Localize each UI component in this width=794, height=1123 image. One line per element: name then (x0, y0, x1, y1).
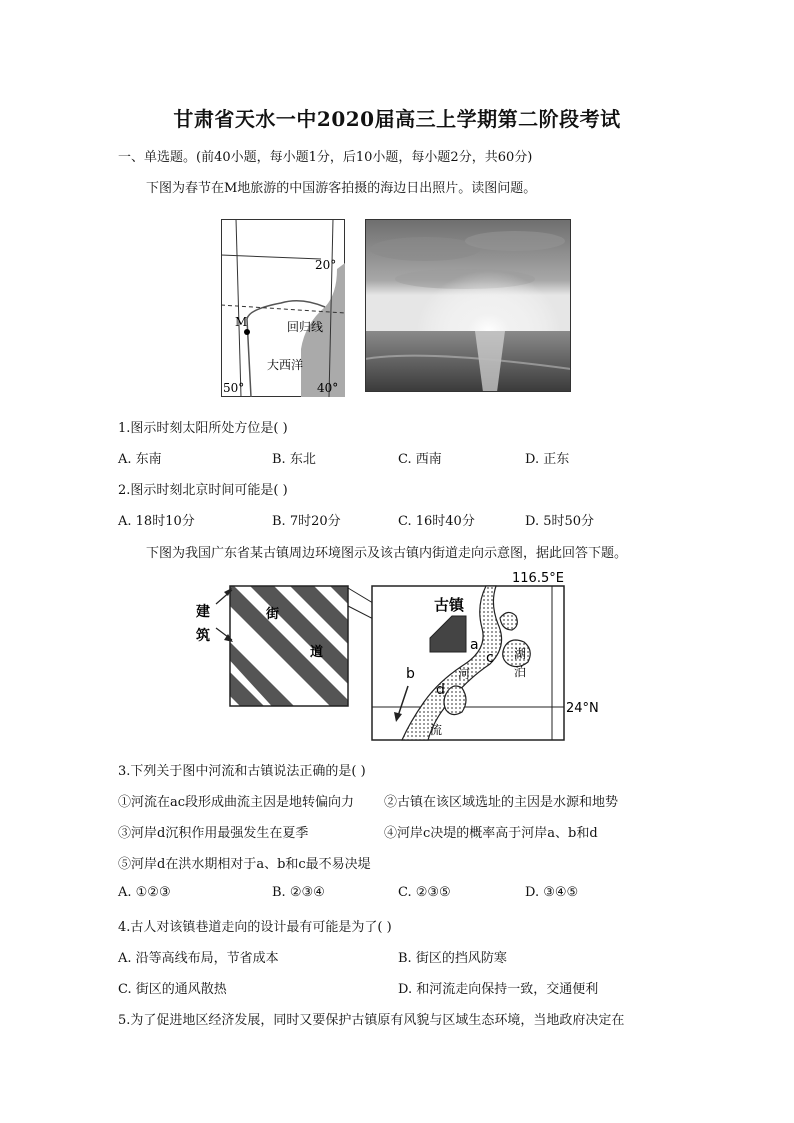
question-4-stem: 4.古人对该镇巷道走向的设计最有可能是为了( ) (118, 920, 392, 935)
label-river-1: 河 (458, 667, 471, 681)
label-lake-1: 湖 (514, 647, 527, 661)
label-street-1: 街 (266, 607, 280, 622)
label-lon-40: 40° (317, 381, 339, 395)
label-town: 古镇 (434, 596, 465, 614)
label-d: d (436, 682, 445, 698)
figure-map-atlantic (221, 219, 345, 397)
q3-option-d: D. ③④⑤ (525, 885, 579, 900)
q3-option-c: C. ②③⑤ (398, 885, 451, 900)
q3-option-a: A. ①②③ (118, 885, 171, 900)
label-street-2: 道 (310, 645, 324, 660)
label-tropic: 回归线 (287, 320, 324, 334)
section-heading: 一、单选题。(前40小题，每小题1分，后10小题，每小题2分，共60分) (118, 150, 533, 165)
label-building-1: 建 (196, 604, 210, 620)
q4-option-b: B. 街区的挡风防寒 (398, 951, 507, 966)
q3-statement-4: ④河岸c决堤的概率高于河岸a、b和d (384, 826, 598, 841)
q3-statement-5: ⑤河岸d在洪水期相对于a、b和c最不易决堤 (118, 857, 371, 872)
q4-option-d: D. 和河流走向保持一致，交通便利 (398, 982, 599, 997)
label-building-2: 筑 (196, 628, 210, 644)
sunrise-photo (365, 219, 571, 392)
label-lake-2: 泊 (514, 665, 527, 679)
label-lat: 24°N (566, 701, 599, 716)
q1-option-c: C. 西南 (398, 452, 442, 467)
page-title: 甘肃省天水一中2020届高三上学期第二阶段考试 (173, 107, 621, 131)
intro-paragraph-1: 下图为春节在M地旅游的中国游客拍摄的海边日出照片。读图问题。 (146, 181, 537, 196)
label-m: M (235, 315, 248, 329)
q2-option-a: A. 18时10分 (118, 514, 195, 529)
question-1-stem: 1.图示时刻太阳所处方位是( ) (118, 421, 288, 436)
point-m (244, 329, 250, 335)
q3-statement-3: ③河岸d沉积作用最强发生在夏季 (118, 826, 309, 841)
label-ocean: 大西洋 (267, 358, 304, 372)
q3-statement-2: ②古镇在该区域选址的主因是水源和地势 (384, 795, 619, 810)
q4-option-a: A. 沿等高线布局，节省成本 (118, 951, 279, 966)
q3-option-b: B. ②③④ (272, 885, 325, 900)
q3-statement-1: ①河流在ac段形成曲流主因是地转偏向力 (118, 795, 355, 810)
question-3-stem: 3.下列关于图中河流和古镇说法正确的是( ) (118, 764, 366, 779)
q1-option-b: B. 东北 (272, 452, 316, 467)
q2-option-c: C. 16时40分 (398, 514, 475, 529)
q2-option-b: B. 7时20分 (272, 514, 341, 529)
label-river-2: 流 (430, 723, 443, 737)
question-2-stem: 2.图示时刻北京时间可能是( ) (118, 483, 288, 498)
label-b: b (406, 666, 415, 682)
label-lat-20: 20° (315, 258, 337, 272)
intro-paragraph-2: 下图为我国广东省某古镇周边环境图示及该古镇内街道走向示意图，据此回答下题。 (146, 546, 628, 561)
label-a: a (470, 637, 479, 653)
question-5-stem: 5.为了促进地区经济发展，同时又要保护古镇原有风貌与区域生态环境，当地政府决定在 (118, 1013, 625, 1028)
q2-option-d: D. 5时50分 (525, 514, 595, 529)
label-lon-50: 50° (223, 381, 245, 395)
label-c: c (486, 650, 494, 666)
label-lon: 116.5°E (512, 571, 564, 586)
q1-option-d: D. 正东 (525, 452, 570, 467)
figure-town-map (190, 566, 599, 742)
q1-option-a: A. 东南 (118, 452, 162, 467)
q4-option-c: C. 街区的通风散热 (118, 982, 227, 997)
